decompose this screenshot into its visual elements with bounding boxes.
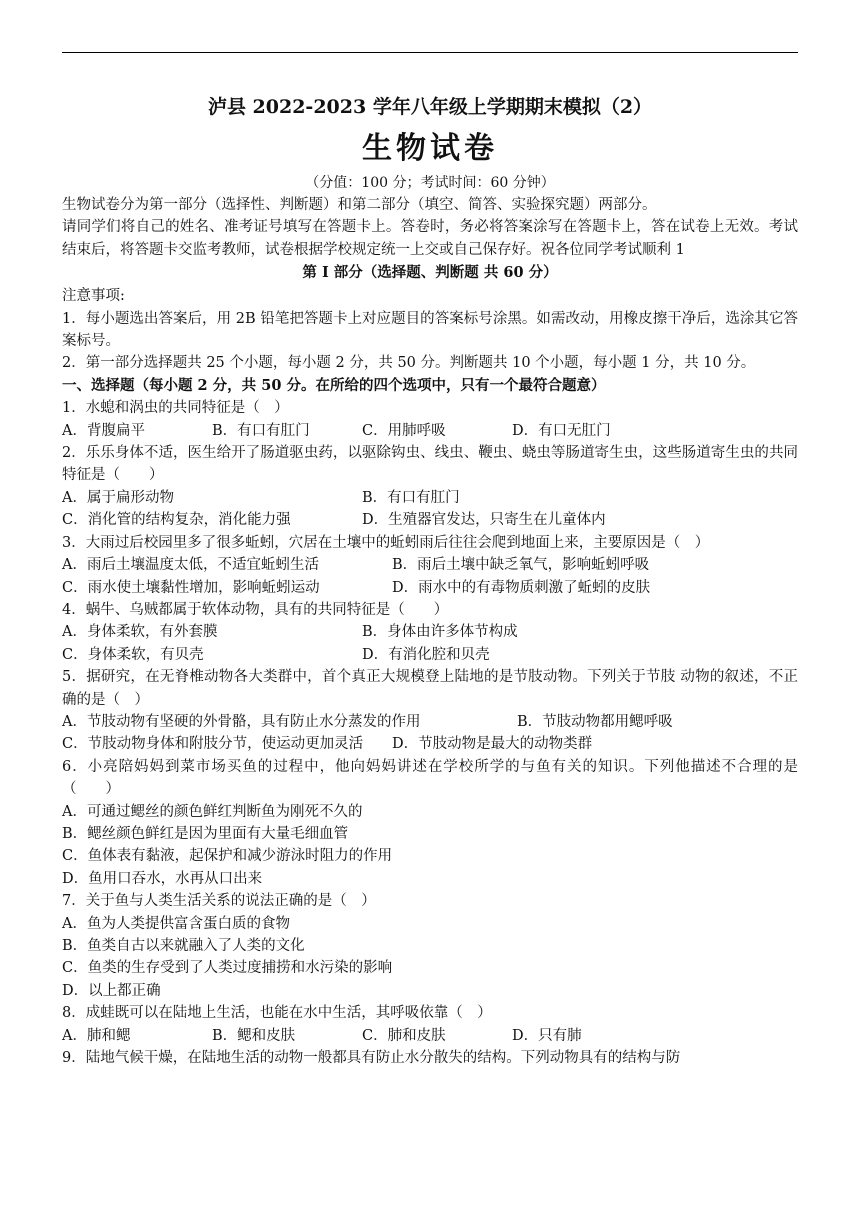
option: C．用肺呼吸	[362, 422, 446, 439]
question-stem: 7．关于鱼与人类生活关系的说法正确的是（ ）	[62, 893, 376, 910]
option: C．肺和皮肤	[362, 1027, 446, 1044]
option-row	[62, 711, 798, 733]
exam-page	[62, 90, 798, 1069]
question-stem: 8．成蛙既可以在陆地上生活，也能在水中生活，其呼吸依靠（ ）	[62, 1005, 492, 1022]
option-row	[62, 487, 798, 509]
option-row	[62, 577, 798, 599]
option: B．有口有肛门	[212, 422, 310, 439]
option: D．有消化腔和贝壳	[362, 646, 490, 663]
option: C．身体柔软，有贝壳	[62, 646, 204, 663]
option-row	[62, 733, 798, 755]
subject-title: 生物试卷	[362, 131, 498, 166]
part1-heading: 第 I 部分（选择题、判断题 共 60 分）	[302, 264, 558, 282]
option: D．生殖器官发达，只寄生在儿童体内	[362, 512, 606, 529]
option: C．节肢动物身体和附肢分节，使运动更加灵活	[62, 736, 364, 753]
option: C．雨水使土壤黏性增加，影响蚯蚓运动	[62, 579, 320, 596]
option: D．有口无肛门	[512, 422, 611, 439]
option: A．身体柔软，有外套膜	[62, 624, 218, 641]
option: A．鱼为人类提供富含蛋白质的食物	[62, 915, 290, 932]
option: B．有口有肛门	[362, 489, 460, 506]
intro-paragraph: 请同学们将自己的姓名、准考证号填写在答题卡上。答卷时，务必将答案涂写在答题卡上，答在试卷上无效。考试结束后，将答题卡交监考教师，试卷根据学校规定统一上交或自己保存好。祝各位同学考试顺利 1	[62, 219, 798, 258]
question-stem: 6．小亮陪妈妈到菜市场买鱼的过程中，他向妈妈讲述在学校所学的与鱼有关的知识。下列他描述不合理的是（ ）	[62, 758, 798, 798]
option: A．雨后土壤温度太低，不适宜蚯蚓生活	[62, 557, 319, 574]
option-row	[62, 509, 798, 531]
question-stem: 5．据研究，在无脊椎动物各大类群中，首个真正大规模登上陆地的是节肢动物。下列关于节肢 动物的叙述，不正确的是（ ）	[62, 669, 798, 708]
option: B．身体由许多体节构成	[362, 624, 518, 641]
option: B．节肢动物都用鳃呼吸	[517, 713, 673, 730]
exam-title: 泸县 2022-2023 学年八年级上学期期末模拟（2）	[207, 96, 653, 118]
intro-paragraph: 生物试卷分为第一部分（选择性、判断题）和第二部分（填空、简答、实验探究题）两部分。	[62, 197, 657, 213]
option: C．消化管的结构复杂，消化能力强	[62, 512, 291, 529]
note-item: 1．每小题选出答案后，用 2B 铅笔把答题卡上对应题目的答案标号涂黑。如需改动，用橡皮擦干净后，选涂其它答案标号。	[62, 310, 798, 350]
option: C．鱼类的生存受到了人类过度捕捞和水污染的影响	[62, 960, 393, 977]
option-row	[62, 644, 798, 666]
question-stem: 2．乐乐身体不适，医生给开了肠道驱虫药，以驱除钩虫、线虫、鞭虫、蛲虫等肠道寄生虫，这些肠道寄生虫的共同特征是（ ）	[62, 445, 798, 484]
option-row	[62, 621, 798, 643]
question-stem: 3．大雨过后校园里多了很多蚯蚓，穴居在土壤中的蚯蚓雨后往往会爬到地面上来，主要原因是（ ）	[62, 534, 710, 551]
option: C．鱼体表有黏液，起保护和减少游泳时阻力的作用	[62, 848, 393, 865]
option: A．可通过鳃丝的颜色鲜红判断鱼为刚死不久的	[62, 803, 363, 820]
question-stem: 9．陆地气候干燥，在陆地生活的动物一般都具有防止水分散失的结构。下列动物具有的结构与防	[62, 1050, 681, 1067]
question-stem: 1．水螅和涡虫的共同特征是（ ）	[62, 400, 289, 417]
option: B．鱼类自古以来就融入了人类的文化	[62, 938, 305, 954]
section1-heading: 一、选择题（每小题 2 分，共 50 分。在所给的四个选项中，只有一个最符合题意）	[62, 376, 606, 394]
option: B．鳃和皮肤	[212, 1027, 296, 1044]
option: D．以上都正确	[62, 982, 161, 999]
option: D．只有肺	[512, 1027, 582, 1044]
top-rule	[62, 52, 798, 53]
option: B．鳃丝颜色鲜红是因为里面有大量毛细血管	[62, 825, 349, 842]
option: B．雨后土壤中缺乏氧气，影响蚯蚓呼吸	[392, 557, 650, 574]
option-row	[62, 1025, 798, 1047]
option: A．节肢动物有坚硬的外骨骼，具有防止水分蒸发的作用	[62, 713, 421, 730]
note-item: 2．第一部分选择题共 25 个小题，每小题 2 分，共 50 分。判断题共 10 个小题，每小题 1 分，共 10 分。	[62, 355, 756, 372]
question-stem: 4．蜗牛、乌贼都属于软体动物，具有的共同特征是（ ）	[62, 601, 449, 618]
option: A．肺和鳃	[62, 1027, 131, 1044]
option: D．节肢动物是最大的动物类群	[392, 736, 593, 753]
option-row	[62, 420, 798, 442]
score-time-note: （分值：100 分；考试时间：60 分钟）	[305, 175, 555, 191]
option: D．鱼用口吞水，水再从口出来	[62, 870, 263, 887]
notes-label: 注意事项:	[62, 288, 125, 305]
option-row	[62, 554, 798, 576]
option: A．背腹扁平	[62, 422, 145, 439]
option: D．雨水中的有毒物质刺激了蚯蚓的皮肤	[392, 579, 651, 596]
option: A．属于扁形动物	[62, 489, 174, 506]
